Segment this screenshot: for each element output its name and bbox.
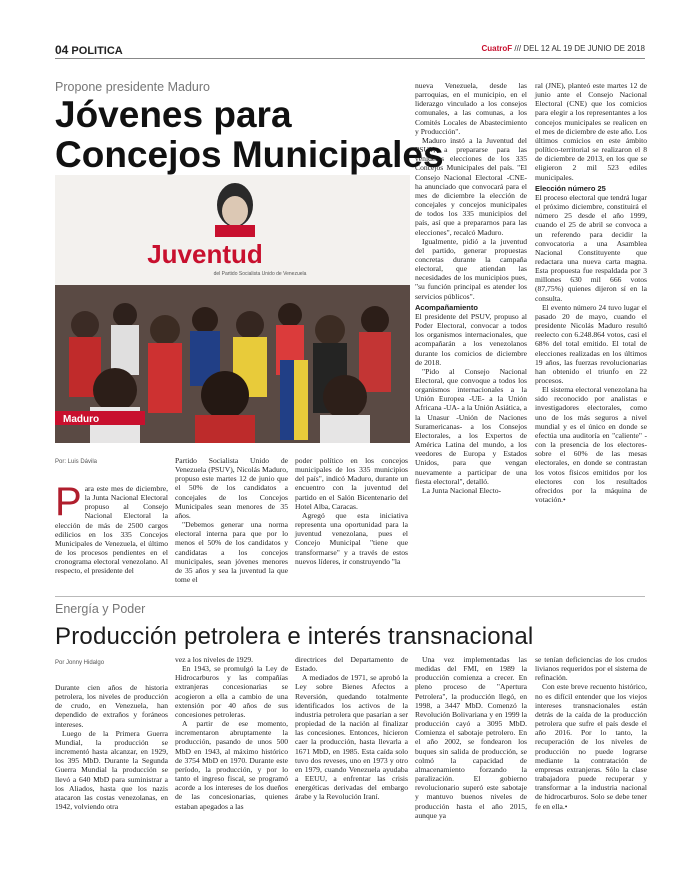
section-name: POLITICA [71, 45, 123, 57]
article1-col1 [55, 480, 168, 594]
issue-date: /// DEL 12 AL 19 DE JUNIO DE 2018 [514, 44, 645, 53]
page-header [55, 43, 645, 59]
article2-paragraph: Luego de la Primera Guerra Mundial, la producción se incrementó hasta alcanzar, en 1929, los 395 MbD. Durante la Segunda Guerra Mundial la producción se llevó a 640 MbD para suministrar a los Aliados, hasta que los nazis atacaron las costas venezolanas, en 1942, volviendo otra [55, 728, 168, 812]
article2-paragraph: Durante cien años de historia petrolera, los niveles de producción de crudo, en Venezuela, han dependido de extraños y foráneos intereses. [55, 683, 168, 729]
newspaper-logo: CuatroF [481, 44, 513, 53]
article1-paragraph: ral (JNE), planteó este martes 12 de junio ante el Consejo Nacional Electoral (CNE) que los comicios para elegir a los representantes a los concejos municipales se realicen en el mes de diciembre de este año. Los últimos comicios en este ámbito político-territorial se realizaron el 8 de diciembre de 2013, en los que se eligieron 2 mil 523 ediles municipales. [535, 81, 647, 182]
article1-col5 [535, 81, 647, 504]
article2-byline: Por Jonny Hidalgo [55, 660, 105, 666]
article2-headline: Producción petrolera e interés transnacional [55, 623, 534, 650]
article1-paragraph: El evento número 24 tuvo lugar el pasado 20 de mayo, cuando el presidente Nicolás Maduro resultó reelecto con 6.248.864 votos, casi el 68% del total emitido. El total de elecciones realizadas en los últimos 19 años, las fuerzas revolucionarias han obtenido el triunfo en 22 procesos. [535, 302, 647, 385]
article2-paragraph: vez a los niveles de 1929. [175, 655, 254, 664]
article1-kicker: Propone presidente Maduro [55, 80, 210, 94]
page-section-label [55, 43, 123, 57]
article2-paragraph: A partir de ese momento, incrementaron abruptamente la producción, pasando de unos 500 MbD en 1943, al máximo histórico de 3754 MbD en 1970. Durante este período, la producción, y por lo tanto el ingreso fiscal, se programó acorde a los intereses de los dueños de las concesionarias, quienes estaban apegados a las [175, 719, 288, 811]
subheading-acompanamiento: Acompañamiento [415, 302, 478, 312]
article1-col2 [175, 456, 288, 584]
article1-photo [55, 175, 410, 443]
article1-paragraph: "Debemos generar una norma electoral interna para que por lo menos el 50% de los candidatos y candidatas a los concejos municipales, sean jóvenes menores de 35 años y sea la juventud la que tome el [175, 520, 288, 585]
article1-paragraph: El proceso electoral que tendrá lugar el próximo diciembre, constituirá el número 25 desde el año 1999, cuando el 25 de abril se convoca a un referendo para decidir la convocatoria a una Asamblea Nacional Constituyente que redactara una nueva carta magna. Esta propuesta fue respaldada por 3 millones 630 mil 666 votos (87,75%) quienes dijeron sí en la consulta. [535, 192, 647, 303]
article2-col4 [415, 655, 527, 820]
subheading-eleccion-25: Elección número 25 [535, 183, 606, 193]
juventud-sign-sub: del Partido Socialista Unido de Venezuela [213, 271, 307, 277]
article1-paragraph: Maduro instó a la Juventud del PSUV, a prepararse para las venideras elecciones de los 335 Concejos Municipales del país. "El Consejo Nacional Electoral -CNE- ha anunciado que convocará para el mes de diciembre la elección de concejales y concejos municipales de todos los 335 municipios del país, así que a prepararnos para las elecciones", recalcó Maduro. [415, 135, 527, 237]
article1-headline-line1: Jóvenes para [55, 94, 292, 135]
article2-paragraph: A mediados de 1971, se aprobó la Ley sobre Bienes Afectos a Reversión, quedando totalmente identificados los activos de la industria petrolera que pasarían a ser propiedad de la nación al finalizar las concesiones. Entonces, hicieron caer la producción, hasta llevarla a 1671 MbD, en 1985. Esta caída solo tuvo dos reveses, uno en 1973 y otro en 1979, cuando Venezuela ayudaba a EEUU, a enfrentar las crisis energéticas derivadas del embargo árabe y la Revolución Iraní. [295, 673, 408, 802]
article2-col3 [295, 655, 408, 802]
article2-paragraph: directrices del Departamento de Estado. [295, 655, 408, 674]
article2-paragraph: En 1943, se promulgó la Ley de Hidrocarburos y las compañías extranjeras concesionarias se acogieron a ella a cambio de una extensión por 40 años de sus concesiones petroleras. [175, 664, 288, 719]
article2-col2 [175, 655, 288, 811]
article2-paragraph: Con este breve recuento histórico, no es difícil entender que los viejos intereses transnacionales están detrás de la caída de la producción petrolera que sufre el país desde el año 2016. Por lo tanto, la recuperación de los niveles de producción no puede lograrse mediante la contratación de empresas extranjeras. Sólo la clase trabajadora puede recuperar y transformar a la industria nacional de hidrocarburos. Solo se debe tener fe en ella.• [535, 682, 647, 811]
header-right [482, 44, 646, 53]
article1-paragraph: ara este mes de diciembre, la Junta Nacional Electoral propuso al Consejo Nacional Electoral la elección de más de 2500 cargos edilicios en los 335 Concejos Municipales de Venezuela, el último de los procesos pendientes en el cronograma electoral venezolano. Al respecto, el presidente del [55, 484, 168, 576]
article1-col4 [415, 81, 527, 495]
article2-paragraph: se tenían deficiencias de los crudos livianos requeridos por el sistema de refinación. [535, 655, 647, 683]
section-divider [55, 596, 645, 597]
article1-paragraph: "Pido al Consejo Nacional Electoral, que convoque a todos los organismos internacionales a la Unión Europea -UE- a la Unión Africana -UA- a la Unión Asiática, a la Unasur -Unión de Naciones Suramericanas- a los Consejos Electorales, a los Expertos de América Latina del mundo, a los veedores de Europa y Estados Unidos, para que vengan nuevamente a participar de una fiesta electoral", detalló. [415, 366, 527, 486]
article2-kicker: Energía y Poder [55, 602, 146, 616]
dropcap: P [55, 480, 82, 524]
article2-paragraph: Una vez implementadas las medidas del FMI, en 1989 la producción comienza a crecer. En pleno proceso de "Apertura Petrolera", la producción llegó, en 1998, a 3447 MbD. Comenzó la Revolución Bolivariana y en 1999 la producción cayó a 3095 MbD. Comienza el sabotaje petrolero. En el año 2002, se fondearon los buques sin salida de producción, se colmó la capacidad de almacenamiento forzando la paralización. El gobierno revolucionario superó este sabotaje y mantuvo buenos niveles de producción hasta el año 2015, aunque ya [415, 655, 527, 820]
article1-paragraph: El sistema electoral venezolana ha sido reconocido por analistas e investigadores electorales, como uno de los más seguros a nivel mundial y es el único en donde se efectúa una auditoría en "caliente" -con la presencia de los electores- sobre el 60% de las mesas electorales, en donde se contrastan los votos físicos emitidos por los electores con los resultados ofrecidos por la máquina de votación.• [535, 385, 647, 505]
article1-paragraph: Agregó que esta iniciativa representa una oportunidad para la juventud venezolana, pues el Concejo Municipal "tiene que transformarse" y a través de estos nuevos líderes, ir construyendo "la [295, 510, 408, 566]
article1-paragraph: Igualmente, pidió a la juventud del partido, generar propuestas concretas durante la campaña electoral, que atiendan las necesidades de los municipios pues, "su función principal es atender los servicios públicos". [415, 236, 527, 301]
article1-paragraph: El presidente del PSUV, propuso al Poder Electoral, convocar a todos los organismos internacionales, que acompañarán a los venezolanos durante los comicios de diciembre de 2018. [415, 311, 527, 367]
article2-col1 [55, 683, 168, 811]
article2-col5 [535, 655, 647, 811]
article1-col3 [295, 456, 408, 566]
article1-paragraph: La Junta Nacional Electo- [422, 485, 502, 495]
juventud-sign: Juventud [147, 239, 263, 269]
article1-paragraph: Partido Socialista Unido de Venezuela (PSUV), Nicolás Maduro, propuso este martes 12 de junio que el 50% de los candidatos a concejales de los Concejos Municipales sean menores de 35 años. [175, 456, 288, 520]
article1-paragraph: nueva Venezuela, desde las parroquias, en el municipio, en el liderazgo vinculado a los consejos comunales, a las comunas, a los Comités Locales de Abastecimiento y Producción". [415, 81, 527, 136]
article1-paragraph: poder político en los concejos municipales de los 335 municipios del país", indicó Maduro, durante un encuentro con la juventud del partido en el Salón Bicentenario del Hotel Alba, Caracas. [295, 456, 408, 511]
maduro-banner: Maduro [63, 414, 100, 425]
rally-photo-illustration [55, 175, 410, 443]
page-number: 04 [55, 43, 69, 57]
article1-headline-line2: Concejos Municipales [55, 134, 444, 175]
article1-byline: Por: Luis Dávila [55, 459, 98, 465]
